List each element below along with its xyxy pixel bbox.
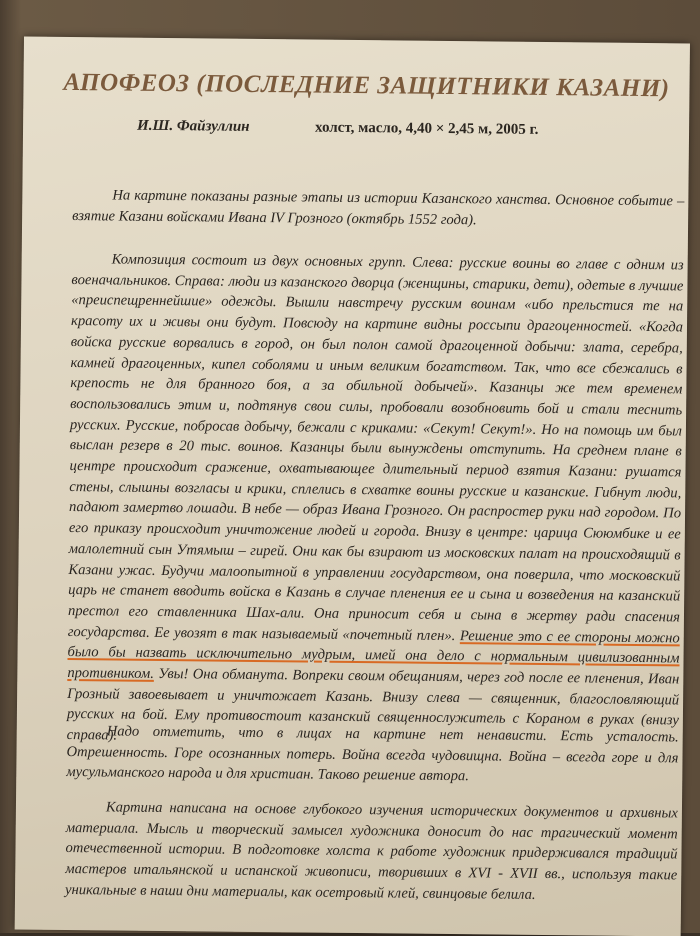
underlined-passage: Решение это с ее стороны можно было бы назвать исключительно мудрым, имей она дело с нормальным цивилизованным противником. bbox=[67, 627, 680, 682]
painting-title: АПОФЕОЗ (ПОСЛЕДНИЕ ЗАЩИТНИКИ КАЗАНИ) bbox=[63, 68, 670, 103]
composition-text-end: Увы! Она обманута. Вопреки своим обещаниям, через год после ее пленения, Иван Грозный завоевывает и уничтожает Казань. Внизу слева — священник, благословляющий русских на бой. Ему противостоит казанский священнослужитель с Кораном в руках (внизу справа). bbox=[66, 665, 680, 744]
conclusion-paragraph: Надо отметить, что в лицах на картине нет ненависти. Есть усталость. Отрешенность. Горе осознанных потерь. Война всегда чудовищна. Война – всегда горе и для мусульманского народа и для христиан. Таково решение автора. bbox=[66, 723, 679, 785]
composition-paragraph bbox=[67, 249, 684, 752]
intro-paragraph: На картине показаны разные этапы из истории Казанского ханства. Основное событие – взятие Казани войсками Ивана IV Грозного (октябрь 1552 года). bbox=[72, 187, 685, 228]
composition-text: Композиция состоит из двух основных групп. Слева: русские воины во главе с одним из военачальников. Справа: люди из казанского дворца (женщины, старики, дети), одетые в лучшие «преиспещреннейшие» одежды. Вышли навстречу русским воинам «ибо прельстися те на красоту их и живы они будут. Повсюду на картине видны россыпи драгоценностей. «Когда войска русские ворвались в город, он был полон самой драгоценной добычи: злата, серебра, камней драгоценных, кипел соболями и иным великим богатством. Так, что все сбежались в крепость не для бранного боя, а за обильной добычей». Казанцы же тем временем воспользовались этим и, подтянув свои силы, пробовали возобновить бой и стали теснить русских. Русские, побросав добычу, бежали с криками: «Секут! Секут!». Но на помощь им был выслан резерв в 20 тыс. воинов. Казанцы были вынуждены отступить. На среднем плане в центре происходит сражение, охватывающее длительный период взятия Казани: рушатся стены, слышны возгласы и крики, сплелись в схватке воины русские и казанские. Гибнут люди, падают замертво лошади. В небе — образ Ивана Грозного. Он распростер руки над городом. По его приказу происходит уничтожение людей и города. Внизу в центре: царица Сююмбике и ее малолетний сын Утямыш – гирей. Они как бы взирают из московских палат на происходящий в Казани ужас. Будучи малоопытной в управлении государством, она поверила, что московский царь не станет вводить войска в Казань в случае пленения ее и сына и возведения на казанский престол его ставленника Шах-али. Она приносит себя и сына в жертву ради спасения государства. Ее увозят в так называемый «почетный плен». bbox=[67, 251, 684, 644]
artist-name: И.Ш. Файзуллин bbox=[137, 117, 250, 135]
museum-label-sheet bbox=[15, 37, 690, 936]
technique-paragraph: Картина написана на основе глубокого изучения исторических документов и архивных материала. Мысль и творческий замысел художника доносит до нас трагический момент отечественной истории. В подготовке холста к работе художник придерживался традиций мастеров итальянской и испанской живописи, творивших в XVI - XVII вв., используя такие уникальные в наши дни материалы, как осетровый клей, свинцовые белила. bbox=[65, 799, 679, 903]
painting-details: холст, масло, 4,40 × 2,45 м, 2005 г. bbox=[314, 119, 539, 138]
